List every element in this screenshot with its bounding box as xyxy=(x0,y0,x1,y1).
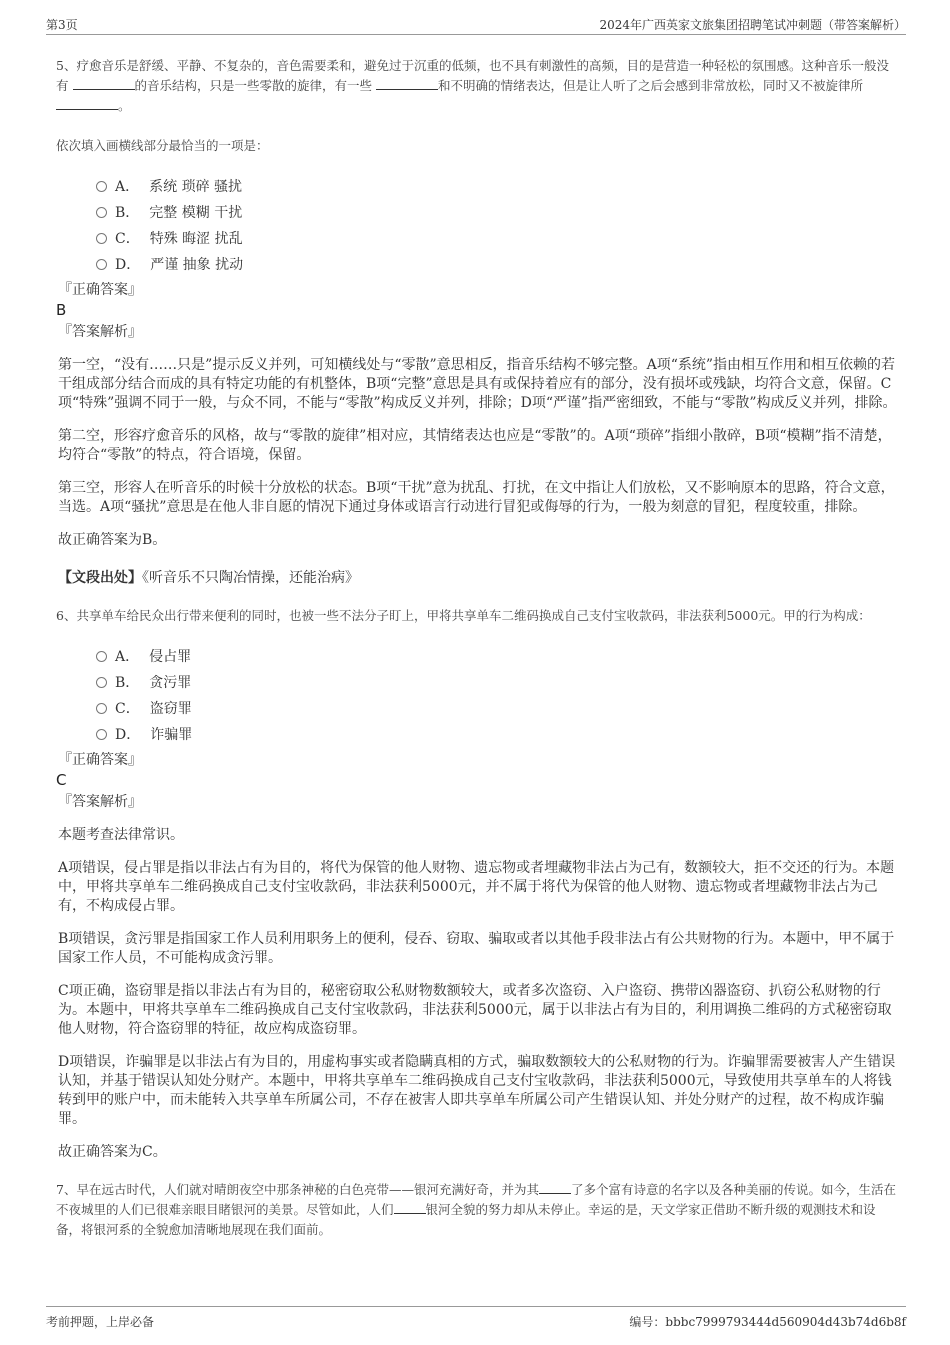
radio-icon[interactable] xyxy=(96,207,107,218)
analysis-paragraph: 第一空，“没有……只是”提示反义并列，可知横线处与“零散”意思相反，指音乐结构不够完整。A项“系统”指由相互作用和相互依赖的若干组成部分结合而成的具有特定功能的有机整体，B项“完整”意思是具有或保持着应有的部分，没有损坏或残缺，均符合文意，保留。C项“特殊”强调不同于一般，与众不同，不能与“零散”构成反义并列，排除；D项“严谨”指严密细致，不能与“零散”构成反义并列，排除。 xyxy=(58,357,897,411)
analysis-conclusion: 故正确答案为C。 xyxy=(58,1144,167,1160)
radio-icon[interactable] xyxy=(96,181,107,192)
answer-blank xyxy=(56,97,118,110)
option-b[interactable]: B． 完整 模糊 干扰 xyxy=(96,200,898,226)
answer-blank xyxy=(394,1201,426,1214)
correct-answer: B xyxy=(56,301,67,319)
option-c[interactable]: C． 特殊 晦涩 扰乱 xyxy=(96,226,898,252)
document-id: 编号：bbbc7999793444d560904d43b74d6b8f xyxy=(629,1315,906,1329)
page-footer xyxy=(46,1306,906,1331)
answer-blank xyxy=(376,77,438,90)
answer-blank xyxy=(539,1181,571,1194)
radio-icon[interactable] xyxy=(96,233,107,244)
answer-blank xyxy=(73,77,135,90)
question-7-text: 7、早在远古时代，人们就对晴朗夜空中那条神秘的白色亮带——银河充满好奇，并为其 了多个富有诗意的名字以及各种美丽的传说。如今，生活在不夜城里的人们已很难亲眼目睹银河的美景。尽管如此，人们 银河全貌的努力却从未停止。幸运的是，天文学家正借助不断升级的观测技术和设备，将银河系的全貌愈加清晰地展现在我们面前。 xyxy=(56,1182,896,1237)
analysis-paragraph: 第三空，形容人在听音乐的时候十分放松的状态。B项“干扰”意为扰乱、打扰，在文中指让人们放松，又不影响原本的思路，符合文意，当选。A项“骚扰”意思是在他人非自愿的情况下通过身体或语言行动进行冒犯或侮辱的行为，一般为刻意的冒犯，程度较重，排除。 xyxy=(58,480,895,515)
analysis-label: 『答案解析』 xyxy=(58,794,142,810)
analysis-conclusion: 故正确答案为B。 xyxy=(58,532,167,548)
analysis-paragraph: 本题考查法律常识。 xyxy=(58,827,184,843)
analysis-label: 『答案解析』 xyxy=(58,324,142,340)
option-b[interactable]: B． 贪污罪 xyxy=(96,670,898,696)
analysis-paragraph: C项正确，盗窃罪是指以非法占有为目的，秘密窃取公私财物数额较大，或者多次盗窃、入户盗窃、携带凶器盗窃、扒窃公私财物的行为。本题中，甲将共享单车二维码换成自己支付宝收款码，非法获利5000元，属于以非法占有为目的，利用调换二维码的方式秘密窃取他人财物，符合盗窃罪的特征，故应构成盗窃罪。 xyxy=(58,983,892,1037)
option-c[interactable]: C． 盗窃罪 xyxy=(96,696,898,722)
analysis-paragraph: D项错误，诈骗罪是以非法占有为目的，用虚构事实或者隐瞒真相的方式，骗取数额较大的公私财物的行为。诈骗罪需要被害人产生错误认知，并基于错误认知处分财产。本题中，甲将共享单车二维码换成自己支付宝收款码，非法获利5000元，导致使用共享单车的人将钱转到甲的账户中，而未能转入共享单车所属公司，不存在被害人即共享单车所属公司产生错误认知、并处分财产的过程，故不构成诈骗罪。 xyxy=(58,1054,896,1127)
radio-icon[interactable] xyxy=(96,677,107,688)
question-7 xyxy=(56,1180,898,1240)
radio-icon[interactable] xyxy=(96,259,107,270)
page-header xyxy=(46,14,906,35)
document-title: 2024年广西英家文旅集团招聘笔试冲刺题（带答案解析） xyxy=(599,18,906,32)
question-5-options xyxy=(96,174,898,278)
question-5 xyxy=(56,56,898,588)
radio-icon[interactable] xyxy=(96,703,107,714)
page-number: 第3页 xyxy=(46,18,78,32)
option-d[interactable]: D． 严谨 抽象 扰动 xyxy=(96,252,898,278)
option-d[interactable]: D． 诈骗罪 xyxy=(96,722,898,748)
option-a[interactable]: A． 侵占罪 xyxy=(96,644,898,670)
option-a[interactable]: A． 系统 琐碎 骚扰 xyxy=(96,174,898,200)
question-6 xyxy=(56,606,898,1162)
radio-icon[interactable] xyxy=(96,729,107,740)
correct-answer-label: 『正确答案』 xyxy=(58,752,142,768)
question-6-text: 6、共享单车给民众出行带来便利的同时，也被一些不法分子盯上，甲将共享单车二维码换成自己支付宝收款码，非法获利5000元。甲的行为构成： xyxy=(56,608,871,623)
question-5-prompt: 依次填入画横线部分最恰当的一项是： xyxy=(56,138,269,153)
correct-answer-label: 『正确答案』 xyxy=(58,282,142,298)
main-content xyxy=(56,56,898,1240)
question-6-options xyxy=(96,644,898,748)
question-5-text: 5、疗愈音乐是舒缓、平静、不复杂的，音色需要柔和，避免过于沉重的低频，也不具有刺激性的高频，目的是营造一种轻松的氛围感。这种音乐一般没有 的音乐结构，只是一些零散的旋律，有一些 和不明确的情绪表达，但是让人听了之后会感到非常放松，同时又不被旋律所 。 xyxy=(56,58,889,113)
radio-icon[interactable] xyxy=(96,651,107,662)
analysis-paragraph: B项错误，贪污罪是指国家工作人员利用职务上的便利，侵吞、窃取、骗取或者以其他手段非法占有公共财物的行为。本题中，甲不属于国家工作人员，不可能构成贪污罪。 xyxy=(58,931,895,966)
correct-answer: C xyxy=(56,771,67,789)
analysis-paragraph: A项错误，侵占罪是指以非法占有为目的，将代为保管的他人财物、遗忘物或者埋藏物非法占为己有，数额较大，拒不交还的行为。本题中，甲将共享单车二维码换成自己支付宝收款码，非法获利5000元，并不属于将代为保管的他人财物、遗忘物或者埋藏物非法占为己有，不构成侵占罪。 xyxy=(58,860,895,914)
source-citation: 【文段出处】《听音乐不只陶冶情操，还能治病》 xyxy=(58,570,359,586)
footer-slogan: 考前押题，上岸必备 xyxy=(46,1315,155,1329)
analysis-paragraph: 第二空，形容疗愈音乐的风格，故与“零散的旋律”相对应，其情绪表达也应是“零散”的。A项“琐碎”指细小散碎，B项“模糊”指不清楚，均符合“零散”的特点，符合语境，保留。 xyxy=(58,428,892,463)
